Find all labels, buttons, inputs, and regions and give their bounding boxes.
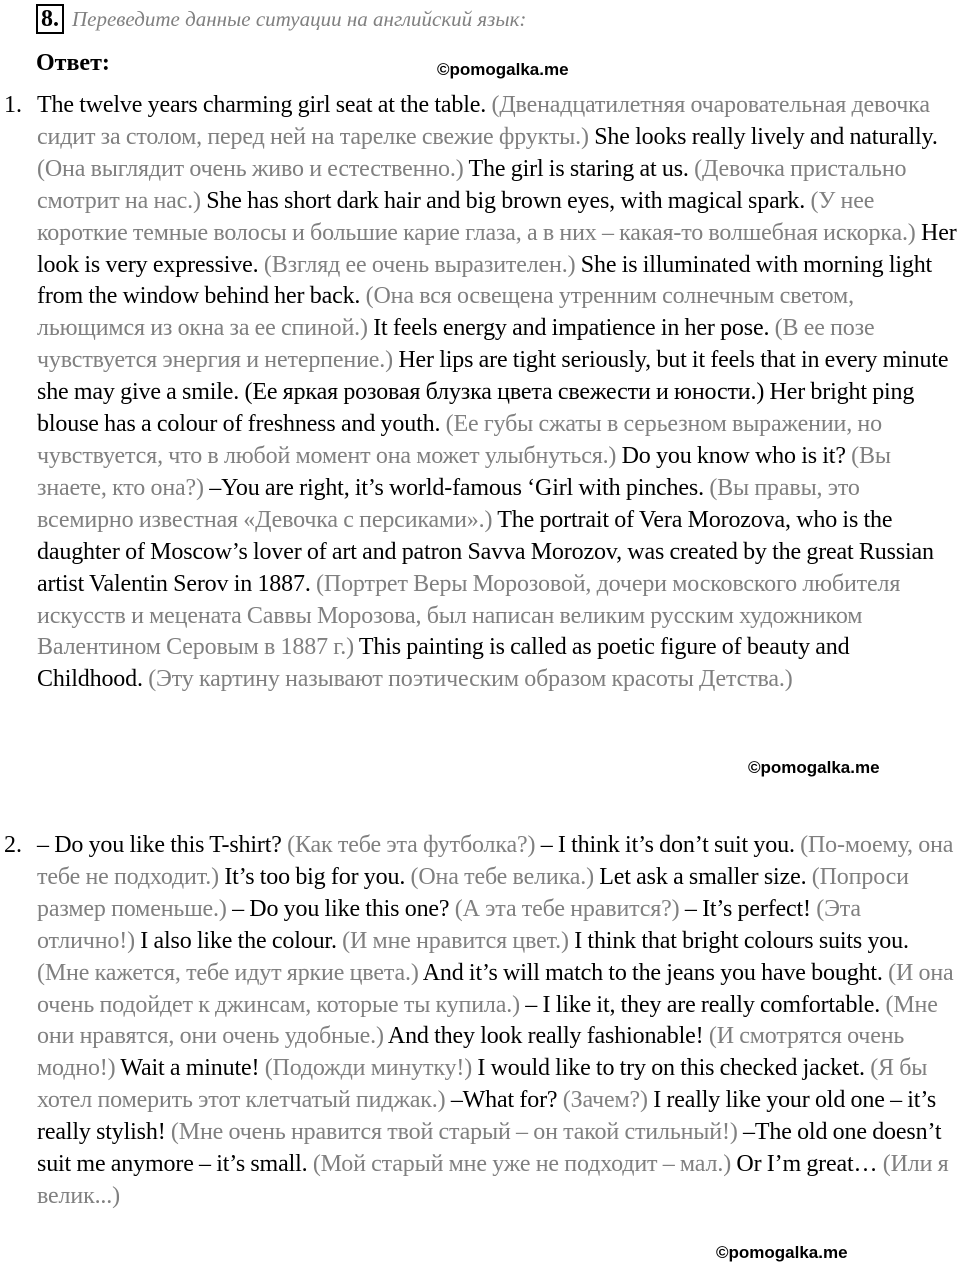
russian-translation: (Взгляд ее очень выразителен.) [263,251,581,278]
russian-translation: (Портрет Веры Морозовой, дочери московского любителя искусств и мецената Саввы Морозова, был написан великим русским художником Валентином Серовым в 1887 г.) [37,570,901,661]
english-text: Or I’m great… [736,1151,883,1178]
item-text [37,90,958,696]
english-text: – I like it, they are really comfortable. [525,991,886,1018]
english-text: – Do you like this T-shirt? [37,832,288,858]
english-text: She looks really lively and naturally. [594,123,938,150]
answer-item [0,90,960,696]
english-text: – It’s perfect! [684,895,817,922]
english-text: It’s too big for you. [224,863,411,890]
answer-item [0,830,960,1213]
english-text: Wait a minute! [120,1055,265,1082]
watermark: ©pomogalka.me [716,1243,848,1262]
russian-translation: (Мне очень нравится твой старый – он такой стильный!) [170,1119,744,1146]
english-text: –The old one doesn’t suit me anymore – it’s small. [37,1119,942,1178]
russian-translation: (Она вся освещена утренним солнечным светом, льющимся из окна за ее спиной.) [37,283,854,342]
english-text: I would like to try on this checked jacket. [477,1055,871,1082]
russian-translation: (Девочка пристально смотрит на нас.) [37,155,907,214]
russian-translation: (Я бы хотел померить этот клетчатый пиджак.) [37,1055,928,1114]
english-text: The portrait of Vera Morozova, who is the daughter of Moscow’s lover of art and patron Savva Morozov, was created by the great Russian artist Valentin Serov in 1887. [37,506,934,597]
russian-translation: (Зачем?) [562,1087,654,1114]
item-number: 1. [4,92,22,118]
russian-translation: (И мне нравится цвет.) [342,927,575,954]
russian-translation: (Мне они нравятся, они очень удобные.) [37,991,938,1050]
russian-translation: (По-моему, она тебе не подходит.) [37,832,954,890]
watermark: ©pomogalka.me [748,758,880,777]
english-text: And they look really fashionable! [387,1023,709,1050]
english-text: –You are right, it’s world-famous ‘Girl with pinches. [209,474,710,501]
task-header [36,4,526,34]
english-text: I think that bright colours suits you. [574,927,909,954]
english-text: She has short dark hair and big brown eyes, with magical spark. [206,187,811,214]
english-text: It feels energy and impatience in her pose. [373,315,775,342]
watermark: ©pomogalka.me [437,60,569,79]
russian-translation: (Эта отлично!) [37,895,861,954]
russian-translation: (А эта тебе нравится?) [454,895,685,922]
russian-translation: (Вы правы, это всемирно известная «Девочка с персиками».) [37,474,860,533]
russian-translation: (Попроси размер поменьше.) [37,863,909,922]
task-instruction: Переведите данные ситуации на английский язык: [72,6,527,31]
russian-translation: (Она выглядит очень живо и естественно.) [37,155,469,182]
russian-translation: (Подожди минутку!) [264,1055,478,1082]
english-text: – Do you like this one? [232,895,455,922]
english-text: Her look is very expressive. [37,219,957,278]
english-text: She is illuminated with morning light from the window behind her back. [37,251,933,310]
russian-translation: (В ее позе чувствуется энергия и нетерпение.) [37,315,875,374]
english-text: I really like your old one – it’s really stylish! [37,1087,937,1146]
russian-translation: (Ее губы сжаты в серьезном выражении, но чувствуется, что в любой момент она может улыбнуться.) [37,411,882,469]
english-text: This painting is called as poetic figure of beauty and Childhood. [37,634,850,693]
english-text: Do you know who is it? [621,442,852,469]
item-number: 2. [4,832,22,858]
russian-translation: (У нее короткие темные волосы и большие карие глаза, а в них – какая-то волшебная искорка.) [37,187,922,246]
english-text: The twelve years charming girl seat at the table. [37,92,492,118]
answer-label: Ответ: [36,50,110,76]
russian-translation: (Двенадцатилетняя очаровательная девочка сидит за столом, перед ней на тарелке свежие фрукты.) [37,92,930,150]
task-number: 8. [36,4,64,34]
english-text: Let ask a smaller size. [599,863,812,890]
russian-translation: (Или я велик...) [37,1151,949,1209]
english-text: The girl is staring at us. [468,155,695,182]
russian-translation: (И смотрятся очень модно!) [37,1023,905,1082]
russian-translation: (Она тебе велика.) [410,863,600,890]
english-text: – I think it’s don’t suit you. [540,832,801,858]
russian-translation: (Вы знаете, кто она?) [37,442,891,501]
english-text: I also like the colour. [140,927,343,954]
item-text [37,830,958,1213]
english-text: –What for? [450,1087,563,1114]
russian-translation: (Эту картину называют поэтическим образом красоты Детства.) [148,666,793,693]
russian-translation: (Мне кажется, тебе идут яркие цвета.) [37,959,423,986]
english-text: Her lips are tight seriously, but it feels that in every minute she may give a smile. (Ее яркая розовая блузка цвета свежести и юности.) Her bright ping blouse has a colour of freshness and youth. [37,347,949,438]
english-text: And it’s will match to the jeans you have bought. [422,959,889,986]
russian-translation: (Мой старый мне уже не подходит – мал.) [312,1151,737,1178]
russian-translation: (Как тебе эта футболка?) [287,832,541,858]
russian-translation: (И она очень подойдет к джинсам, которые ты купила.) [37,959,954,1018]
